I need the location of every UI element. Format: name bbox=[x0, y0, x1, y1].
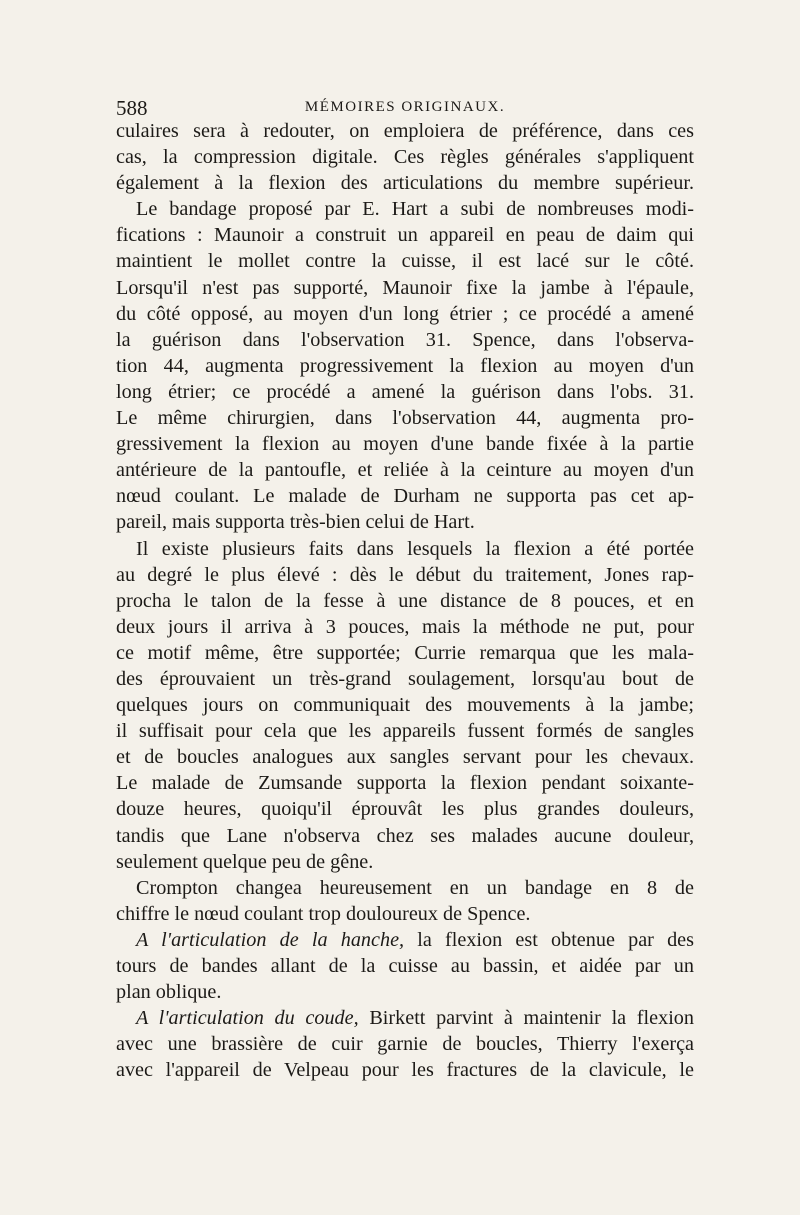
body-text bbox=[116, 118, 694, 1083]
text-line: Lorsqu'il n'est pas supporté, Maunoir fixe la jambe à l'épaule, bbox=[116, 276, 694, 299]
text-run: la flexion est obtenue par des bbox=[404, 928, 694, 951]
text-line: Il existe plusieurs faits dans lesquels la flexion a été portée bbox=[136, 537, 694, 560]
page-header bbox=[116, 96, 694, 120]
text-line: également à la flexion des articulations du membre supérieur. bbox=[116, 172, 694, 195]
text-line: long étrier; ce procédé a amené la guérison dans l'obs. 31. bbox=[116, 380, 694, 403]
page-number: 588 bbox=[116, 96, 148, 120]
text-line: avec l'appareil de Velpeau pour les fractures de la clavicule, le bbox=[116, 1059, 694, 1082]
text-line: il suffisait pour cela que les appareils fussent formés de sangles bbox=[116, 720, 694, 743]
text-line: plan oblique. bbox=[116, 981, 222, 1004]
text-line: douze heures, quoiqu'il éprouvât les plus grandes douleurs, bbox=[116, 798, 694, 821]
text-line: ce motif même, être supportée; Currie remarqua que les mala- bbox=[116, 641, 694, 664]
text-line: maintient le mollet contre la cuisse, il est lacé sur le côté. bbox=[116, 250, 694, 273]
text-line: pareil, mais supporta très-bien celui de Hart. bbox=[116, 511, 475, 534]
text-run: Birkett parvint à maintenir la flexion bbox=[358, 1007, 694, 1030]
text-line: culaires sera à redouter, on emploiera de préférence, dans ces bbox=[116, 120, 694, 142]
text-line: du côté opposé, au moyen d'un long étrier ; ce procédé a amené bbox=[116, 302, 694, 325]
text-line bbox=[116, 927, 694, 953]
text-line: nœud coulant. Le malade de Durham ne supporta pas cet ap- bbox=[116, 485, 694, 508]
text-line: quelques jours on communiquait des mouvements à la jambe; bbox=[116, 694, 694, 717]
text-line: Crompton changea heureusement en un bandage en 8 de bbox=[136, 876, 694, 899]
text-line: Le bandage proposé par E. Hart a subi de nombreuses modi- bbox=[136, 198, 694, 221]
italic-phrase: A l'articulation de la hanche, bbox=[136, 928, 405, 951]
running-title: MÉMOIRES ORIGINAUX. bbox=[304, 99, 506, 115]
text-line: cas, la compression digitale. Ces règles générales s'appliquent bbox=[116, 146, 694, 169]
text-line: avec une brassière de cuir garnie de boucles, Thierry l'exerça bbox=[116, 1033, 694, 1056]
text-line: seulement quelque peu de gêne. bbox=[116, 850, 374, 873]
text-line: tours de bandes allant de la cuisse au bassin, et aidée par un bbox=[116, 955, 694, 977]
text-line: tandis que Lane n'observa chez ses malades aucune douleur, bbox=[116, 824, 694, 847]
text-line: chiffre le nœud coulant trop douloureux de Spence. bbox=[116, 902, 531, 925]
text-line: et de boucles analogues aux sangles servant pour les chevaux. bbox=[116, 746, 694, 769]
text-line bbox=[116, 1005, 694, 1031]
text-line: Le malade de Zumsande supporta la flexion pendant soixante- bbox=[116, 772, 694, 795]
text-line: fications : Maunoir a construit un appareil en peau de daim qui bbox=[116, 224, 694, 247]
text-line: Le même chirurgien, dans l'observation 44, augmenta pro- bbox=[116, 407, 694, 430]
text-line: procha le talon de la fesse à une distance de 8 pouces, et en bbox=[116, 589, 694, 612]
text-line: deux jours il arriva à 3 pouces, mais la méthode ne put, pour bbox=[116, 615, 694, 638]
text-line: des éprouvaient un très-grand soulagement, lorsqu'au bout de bbox=[116, 667, 694, 690]
text-line: tion 44, augmenta progressivement la flexion au moyen d'un bbox=[116, 354, 694, 377]
text-line: antérieure de la pantoufle, et reliée à la ceinture au moyen d'un bbox=[116, 459, 694, 482]
italic-phrase: A l'articulation du coude, bbox=[136, 1007, 359, 1030]
text-line: au degré le plus élevé : dès le début du traitement, Jones rap- bbox=[116, 563, 694, 586]
text-line: gressivement la flexion au moyen d'une bande fixée à la partie bbox=[116, 433, 694, 456]
text-line: la guérison dans l'observation 31. Spence, dans l'observa- bbox=[116, 328, 694, 351]
